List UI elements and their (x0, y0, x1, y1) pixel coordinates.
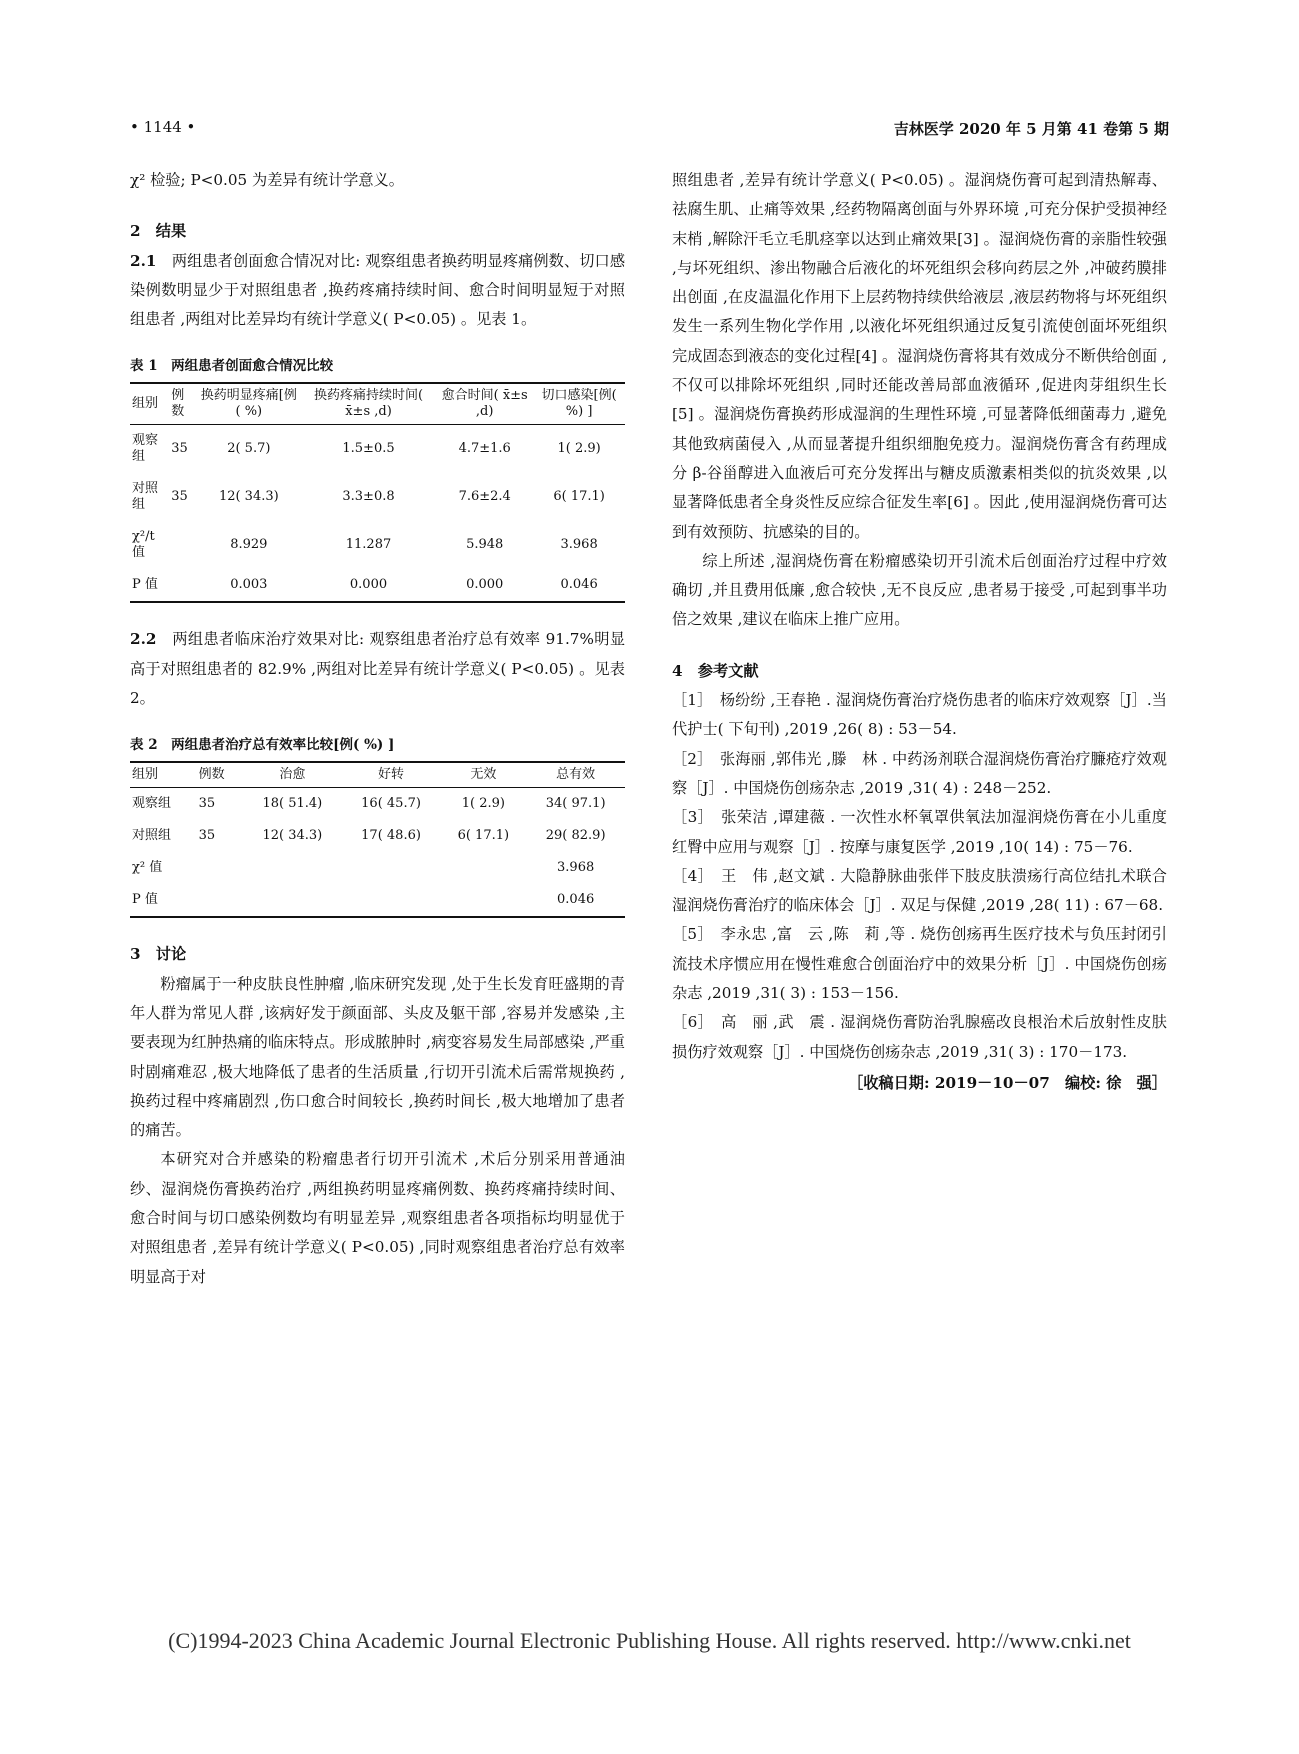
table-cell: 0.000 (349, 577, 388, 593)
table-1 (130, 382, 625, 603)
table-cell: 1( 2.9) (461, 796, 505, 812)
table-cell: 12( 34.3) (262, 828, 323, 844)
left-column (130, 166, 625, 1292)
table-cell (342, 884, 441, 917)
table-cell: 2( 5.7) (227, 441, 271, 457)
table-cell: 4.7±1.6 (458, 441, 511, 457)
page-number: • 1144 • (130, 118, 196, 136)
reference-item: ［4］ 王 伟 ,赵文斌 . 大隐静脉曲张伴下肢皮肤溃疡行高位结扎术联合湿润烧伤膏治疗的临床体会［J］. 双足与保健 ,2019 ,28( 11) : 67－68. (672, 866, 1167, 915)
table-cell: 11.287 (345, 537, 392, 553)
table-cell (243, 884, 342, 917)
table-cell (197, 884, 243, 917)
table-cell: 34( 97.1) (545, 796, 606, 812)
section-3-title: 3 讨论 (130, 945, 187, 964)
section-2-2 (130, 625, 625, 713)
table-cell: 观察组 (132, 796, 172, 812)
table-cell: χ² 值 (132, 860, 163, 876)
section-2-1-text: 两组患者创面愈合情况对比: 观察组患者换药明显疼痛例数、切口感染例数明显少于对照组患者 ,换药疼痛持续时间、愈合时间明显短于对照组患者 ,两组对比差异均有统计学意义( P<0.05) 。见表 1。 (130, 251, 626, 329)
table-cell (243, 852, 342, 884)
table-1-header: 例数 (171, 388, 185, 420)
table-1-header: 组别 (132, 396, 159, 412)
table-cell: 3.968 (557, 860, 595, 876)
table-row (130, 425, 625, 474)
table-2-header-row (130, 762, 625, 788)
table-2 (130, 761, 625, 918)
table-2-header: 组别 (132, 767, 159, 783)
table-row (130, 884, 625, 917)
table-cell: 8.929 (230, 537, 268, 553)
discussion-paragraph-1: 粉瘤属于一种皮肤良性肿瘤 ,临床研究发现 ,处于生长发育旺盛期的青年人群为常见人群 ,该病好发于颜面部、头皮及躯干部 ,容易并发感染 ,主要表现为红肿热痛的临床特点。形成脓肿时 ,病变容易发生局部感染 ,严重时剧痛难忍 ,极大地降低了患者的生活质量 ,行切开引流术后需常规换药 ,换药过程中疼痛剧烈 ,伤口愈合时间较长 ,换药时间长 ,极大地增加了患者的痛苦。 (130, 974, 625, 1140)
table-cell: 29( 82.9) (545, 828, 606, 844)
table-cell: 35 (171, 441, 188, 457)
section-2-2-text: 两组患者临床治疗效果对比: 观察组患者治疗总有效率 91.7%明显高于对照组患者的 82.9% ,两组对比差异有统计学意义( P<0.05) 。见表 2。 (130, 630, 626, 708)
table-cell: 观察组 (132, 433, 159, 465)
table-2-header: 无效 (470, 767, 497, 783)
table-row (130, 569, 625, 602)
table-cell: 0.003 (230, 577, 268, 593)
table-cell: 3.3±0.8 (342, 489, 395, 505)
table-2-header: 例数 (198, 767, 225, 783)
discussion-paragraph-3: 照组患者 ,差异有统计学意义( P<0.05) 。湿润烧伤膏可起到清热解毒、祛腐生肌、止痛等效果 ,经药物隔离创面与外界环境 ,可充分保护受损神经末梢 ,解除汗毛立毛肌痉挛以达到止痛效果[3] 。湿润烧伤膏的亲脂性较强 ,与坏死组织、渗出物融合后液化的坏死组织会移向药层之外 ,冲破药膜排出创面 ,在皮温温化作用下上层药物持续供给液层 ,液层药物将与坏死组织发生一系列生物化学作用 ,以液化坏死组织通过反复引流使创面坏死组织完成固态到液态的变化过程[4] 。湿润烧伤膏将其有效成分不断供给创面 ,不仅可以排除坏死组织 ,同时还能改善局部血液循环 ,促进肉芽组织生长[5] 。湿润烧伤膏换药形成湿润的生理性环境 ,可显著降低细菌毒力 ,避免其他致病菌侵入 ,从而显著提升组织细胞免疫力。湿润烧伤膏含有药理成分 β-谷甾醇进入血液后可充分发挥出与糖皮质激素相类似的抗炎效果 ,以显著降低患者全身炎性反应综合征发生率[6] 。因此 ,使用湿润烧伤膏可达到有效预防、抗感染的目的。 (672, 171, 1167, 541)
table-2-header: 总有效 (556, 767, 596, 783)
table-cell: 16( 45.7) (361, 796, 421, 812)
received-date: ［收稿日期: 2019－10－07 编校: 徐 强］ (848, 1073, 1167, 1092)
table-cell: 对照组 (132, 828, 172, 844)
table-cell (169, 521, 197, 569)
reference-item: ［6］ 高 丽 ,武 震 . 湿润烧伤膏防治乳腺癌改良根治术后放射性皮肤损伤疗效观察［J］. 中国烧伤创疡杂志 ,2019 ,31( 3) : 170－173. (672, 1013, 1167, 1061)
table-cell: 5.948 (466, 537, 504, 553)
table-1-caption: 表 1 两组患者创面愈合情况比较 (130, 358, 334, 375)
right-column (672, 166, 1167, 1098)
table-cell: P 值 (132, 577, 158, 593)
discussion-paragraph-2: 本研究对合并感染的粉瘤患者行切开引流术 ,术后分别采用普通油纱、湿润烧伤膏换药治疗 ,两组换药明显疼痛例数、换药疼痛持续时间、愈合时间与切口感染例数均有明显差异 ,观察组患者各项指标均明显优于对照组患者 ,差异有统计学意义( P<0.05) ,同时观察组患者治疗总有效率明显高于对 (130, 1150, 625, 1286)
table-cell (169, 569, 197, 602)
reference-item: ［1］ 杨纷纷 ,王春艳 . 湿润烧伤膏治疗烧伤患者的临床疗效观察［J］.当代护士( 下旬刊) ,2019 ,26( 8) : 53－54. (672, 691, 1167, 739)
table-cell: 1.5±0.5 (342, 441, 395, 457)
table-cell: 35 (171, 489, 188, 505)
table-cell: χ²/t 值 (132, 529, 155, 561)
table-row (130, 852, 625, 884)
table-cell: 18( 51.4) (262, 796, 323, 812)
stat-method-note: χ² 检验; P<0.05 为差异有统计学意义。 (130, 171, 404, 189)
table-1-header: 愈合时间( x̄±s ,d) (441, 388, 528, 420)
section-2-title: 2 结果 (130, 222, 187, 241)
table-cell: 3.968 (560, 537, 598, 553)
reference-item: ［2］ 张海丽 ,郭伟光 ,滕 林 . 中药汤剂联合湿润烧伤膏治疗臁疮疗效观察［J］. 中国烧伤创疡杂志 ,2019 ,31( 4) : 248－252. (672, 749, 1167, 797)
table-1-header: 换药疼痛持续时间( x̄±s ,d) (313, 388, 424, 420)
section-4-title: 4 参考文献 (672, 661, 759, 680)
table-1-header: 切口感染[例( %) ] (541, 388, 617, 420)
reference-item: ［5］ 李永忠 ,富 云 ,陈 莉 ,等 . 烧伤创疡再生医疗技术与负压封闭引流技术序惯应用在慢性难愈合创面治疗中的效果分析［J］. 中国烧伤创疡杂志 ,2019 ,31( 3) : 153－156. (672, 925, 1167, 1003)
table-cell (342, 852, 441, 884)
table-cell (440, 884, 526, 917)
reference-item: ［3］ 张荣洁 ,谭建薇 . 一次性水杯氧罩供氧法加湿润烧伤膏在小儿重度红臀中应用与观察［J］. 按摩与康复医学 ,2019 ,10( 14) : 75－76. (672, 808, 1167, 856)
table-cell: 6( 17.1) (553, 489, 605, 505)
table-1-header: 换药明显疼痛[例( %) (200, 388, 297, 420)
table-row (130, 473, 625, 521)
table-row (130, 788, 625, 821)
table-cell: 0.000 (466, 577, 504, 593)
table-row (130, 521, 625, 569)
section-2-1-number: 2.1 (130, 251, 157, 270)
table-cell: 7.6±2.4 (458, 489, 511, 505)
table-2-caption: 表 2 两组患者治疗总有效率比较[例( %) ] (130, 737, 395, 754)
table-2-header: 治愈 (279, 767, 306, 783)
table-cell: 12( 34.3) (218, 489, 279, 505)
table-cell: 35 (198, 796, 216, 812)
table-cell (197, 852, 243, 884)
conclusion-paragraph: 综上所述 ,湿润烧伤膏在粉瘤感染切开引流术后创面治疗过程中疗效确切 ,并且费用低廉 ,愈合较快 ,无不良反应 ,患者易于接受 ,可起到事半功倍之效果 ,建议在临床上推广应用。 (672, 551, 1167, 629)
section-2-2-number: 2.2 (130, 630, 157, 649)
table-cell: 1( 2.9) (557, 441, 601, 457)
copyright-footer: (C)1994-2023 China Academic Journal Electronic Publishing House. All rights reserved. http://www.cnki.net (168, 1628, 1131, 1653)
table-cell: 6( 17.1) (457, 828, 510, 844)
table-cell: 0.046 (557, 892, 595, 908)
table-cell: 对照组 (132, 481, 159, 513)
section-2-1 (130, 247, 625, 335)
table-2-header: 好转 (378, 767, 405, 783)
table-cell (440, 852, 526, 884)
table-cell: 0.046 (560, 577, 598, 593)
journal-header: 吉林医学 2020 年 5 月第 41 卷第 5 期 (893, 120, 1169, 138)
table-cell: 35 (198, 828, 216, 844)
table-row (130, 820, 625, 852)
table-1-header-row (130, 383, 625, 425)
table-cell: P 值 (132, 892, 158, 908)
table-cell: 17( 48.6) (361, 828, 421, 844)
